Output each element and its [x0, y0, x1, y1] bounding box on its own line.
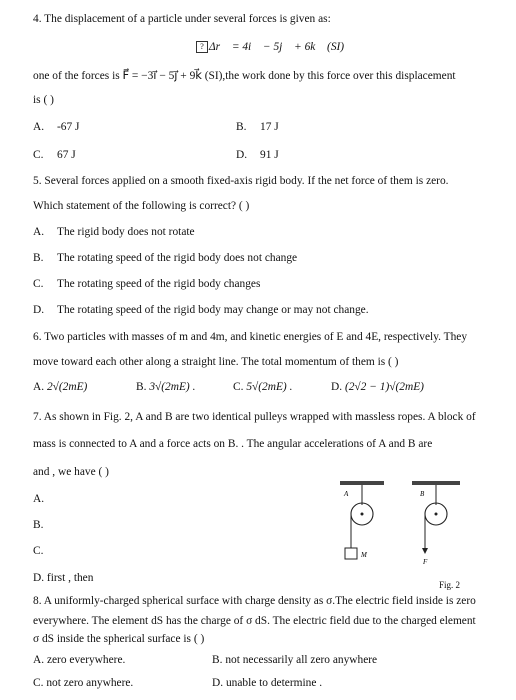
- q6-stem-line2: move toward each other along a straight line. The total momentum of them is ( ): [33, 356, 399, 368]
- q6-option-c[interactable]: C. 5√(2mE) .: [233, 381, 293, 393]
- force-arrow-icon: [422, 548, 428, 554]
- label-m: M: [361, 551, 367, 559]
- q7-option-b[interactable]: B.: [33, 519, 44, 531]
- q4-stem-line2: one of the forces is F⃗ = −3i⃗ − 5j⃗ + 9k⃗ (SI),the work done by this force over this displacement: [33, 70, 456, 82]
- q7-option-a[interactable]: A.: [33, 493, 45, 505]
- figure-caption: Fig. 2: [439, 580, 461, 590]
- q8-stem-line2: everywhere. The element dS has the charge of σ dS. The electric field due to the charged element: [33, 615, 476, 627]
- ceiling-a: [340, 481, 384, 485]
- ceiling-b: [412, 481, 460, 485]
- q8-option-c[interactable]: C. not zero anywhere.: [33, 677, 134, 689]
- label-f: F: [423, 558, 428, 566]
- missing-glyph-icon: ?: [196, 41, 208, 53]
- q4-option-d[interactable]: D. 91 J: [236, 149, 279, 161]
- q6-option-d[interactable]: D. (2√2 − 1)√(2mE): [331, 381, 424, 393]
- q8-stem-line3: σ dS inside the spherical surface is ( ): [33, 633, 205, 645]
- q7-stem-line3: and , we have ( ): [33, 466, 109, 478]
- q4-option-b[interactable]: B. 17 J: [236, 121, 279, 133]
- q4-stem-line3: is ( ): [33, 94, 54, 106]
- q4-equation-text: Δr⃗ = 4i⃗ − 5j⃗ + 6k⃗ (SI): [209, 41, 345, 53]
- q4-equation: [196, 40, 344, 54]
- q5-option-b[interactable]: B. The rotating speed of the rigid body does not change: [33, 252, 298, 264]
- q6-stem-line1: 6. Two particles with masses of m and 4m, and kinetic energies of E and 4E, respectively. They: [33, 331, 468, 343]
- q5-option-a[interactable]: A. The rigid body does not rotate: [33, 226, 195, 238]
- q5-stem-line2: Which statement of the following is correct? ( ): [33, 200, 250, 212]
- q7-stem-line1: 7. As shown in Fig. 2, A and B are two identical pulleys wrapped with massless ropes. A block of: [33, 411, 476, 423]
- q7-option-c[interactable]: C.: [33, 545, 44, 557]
- label-a: A: [344, 490, 349, 498]
- pulley-a-axle: [361, 513, 364, 516]
- q5-stem-line1: 5. Several forces applied on a smooth fixed-axis rigid body. If the net force of them is zero.: [33, 175, 449, 187]
- pulley-figure: [330, 478, 470, 566]
- q8-option-a[interactable]: A. zero everywhere.: [33, 654, 126, 666]
- q4-option-c[interactable]: C. 67 J: [33, 149, 76, 161]
- label-b: B: [420, 490, 425, 498]
- q7-stem-line2: mass is connected to A and a force acts on B. . The angular accelerations of A and B are: [33, 438, 433, 450]
- block-m: [345, 548, 357, 559]
- q7-option-d[interactable]: D. first , then: [33, 572, 94, 584]
- q5-option-c[interactable]: C. The rotating speed of the rigid body changes: [33, 278, 261, 290]
- pulley-b-axle: [435, 513, 438, 516]
- q8-option-b[interactable]: B. not necessarily all zero anywhere: [212, 654, 378, 666]
- q5-option-d[interactable]: D. The rotating speed of the rigid body may change or may not change.: [33, 304, 369, 316]
- q6-option-a[interactable]: A. 2√(2mE): [33, 381, 88, 393]
- q6-option-b[interactable]: B. 3√(2mE) .: [136, 381, 196, 393]
- q4-stem-line1: 4. The displacement of a particle under several forces is given as:: [33, 13, 331, 25]
- q4-option-a[interactable]: A. -67 J: [33, 121, 80, 133]
- q8-option-d[interactable]: D. unable to determine .: [212, 677, 323, 689]
- q8-stem-line1: 8. A uniformly-charged spherical surface with charge density as σ.The electric field inside is zero: [33, 595, 476, 607]
